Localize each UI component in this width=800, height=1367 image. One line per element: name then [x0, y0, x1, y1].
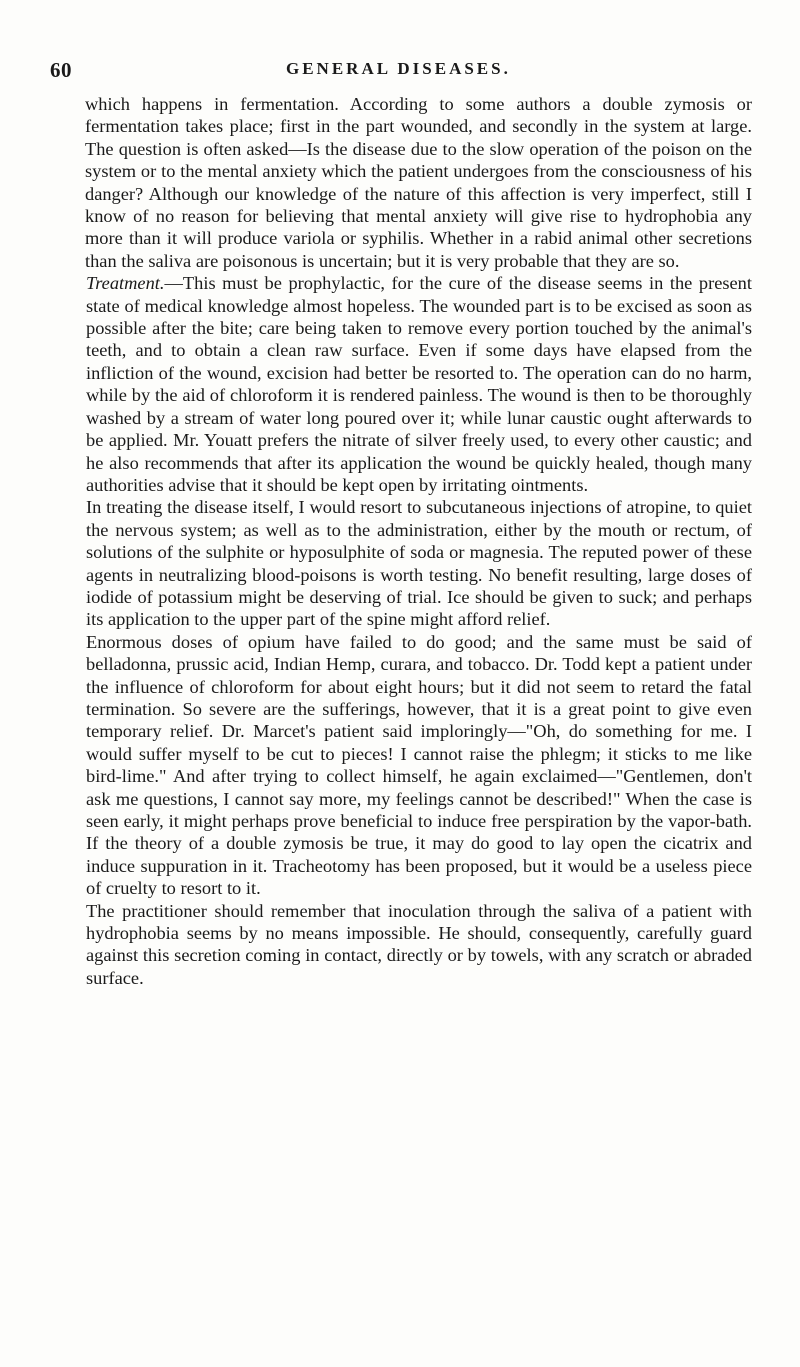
paragraph-5: The practitioner should remember that inoculation through the saliva of a patient with hydrophobia seems by no means impossible. He should, consequently, carefully guard against this secretion coming in contact, directly or by towels, with any scratch or abraded surface.	[86, 900, 752, 988]
running-head	[50, 58, 740, 82]
paragraph-1: which happens in fermentation. According to some authors a double zymosis or fermentation takes place; first in the part wounded, and secondly in the system at large. The question is often asked—Is the disease due to the slow operation of the poison on the system or to the mental anxiety which the patient undergoes from the consciousness of his danger? Although our knowledge of the nature of this affection is very imperfect, still I know of no reason for believing that mental anxiety will give rise to hydrophobia any more than it will produce variola or syphilis. Whether in a rabid animal other secretions than the saliva are poisonous is uncertain; but it is very probable that they are so.	[85, 94, 752, 271]
paragraph-treatment: Treatment.—This must be prophylactic, for the cure of the disease seems in the present state of medical knowledge almost hopeless. The wounded part is to be excised as soon as possible after the bite; care being taken to remove every portion touched by the animal's teeth, and to obtain a clean raw surface. Even if some days have elapsed from the infliction of the wound, excision had better be resorted to. The operation can do no harm, while by the aid of chloroform it is rendered painless. The wound is then to be thoroughly washed by a stream of water long poured over it; while lunar caustic ought afterwards to be applied. Mr. Youatt prefers the nitrate of silver freely used, to every other caustic; and he also recommends that after its application the wound be quickly healed, though many authorities advise that it should be kept open by irritating ointments.	[86, 273, 752, 495]
section-title: GENERAL DISEASES.	[286, 59, 511, 78]
page-number: 60	[50, 58, 72, 82]
treatment-heading: Treatment.	[86, 273, 165, 294]
body-text	[86, 93, 752, 989]
paragraph-3: In treating the disease itself, I would resort to subcutaneous injections of atropine, to quiet the nervous system; as well as to the administration, either by the mouth or rectum, of solutions of the sulphite or hyposulphite of soda or magnesia. The reputed power of these agents in neutralizing blood-poisons is worth testing. No benefit resulting, large doses of iodide of potassium might be deserving of trial. Ice should be given to suck; and perhaps its application to the upper part of the spine might afford relief.	[86, 497, 752, 630]
paragraph-2-text: This must be prophylactic, for the cure of the disease seems in the present state of medical knowledge almost hopeless. The wounded part is to be excised as soon as possible after the bite; care being taken to remove every portion touched by the animal's teeth, and to obtain a clean raw surface. Even if some days have elapsed from the infliction of the wound, excision had better be resorted to. The operation can do no harm, while by the aid of chloroform it is rendered painless. The wound is then to be thoroughly washed by a stream of water long poured over it; while lunar caustic ought afterwards to be applied. Mr. Youatt prefers the nitrate of silver freely used, to every other caustic; and he also recommends that after its application the wound be quickly healed, though many authorities advise that it should be kept open by irritating ointments.	[86, 273, 752, 495]
paragraph-4: Enormous doses of opium have failed to do good; and the same must be said of belladonna, prussic acid, Indian Hemp, curara, and tobacco. Dr. Todd kept a patient under the influence of chloroform for about eight hours; but it did not seem to retard the fatal termination. So severe are the sufferings, however, that it is a great point to give even temporary relief. Dr. Marcet's patient said imploringly—"Oh, do something for me. I would suffer myself to be cut to pieces! I cannot raise the phlegm; it sticks to me like bird-lime." And after trying to collect himself, he again exclaimed—"Gentlemen, don't ask me questions, I cannot say more, my feelings cannot be described!" When the case is seen early, it might perhaps prove beneficial to induce free perspiration by the vapor-bath. If the theory of a double zymosis be true, it may do good to lay open the cicatrix and induce suppuration in it. Tracheotomy has been proposed, but it would be a useless piece of cruelty to resort to it.	[86, 631, 752, 899]
